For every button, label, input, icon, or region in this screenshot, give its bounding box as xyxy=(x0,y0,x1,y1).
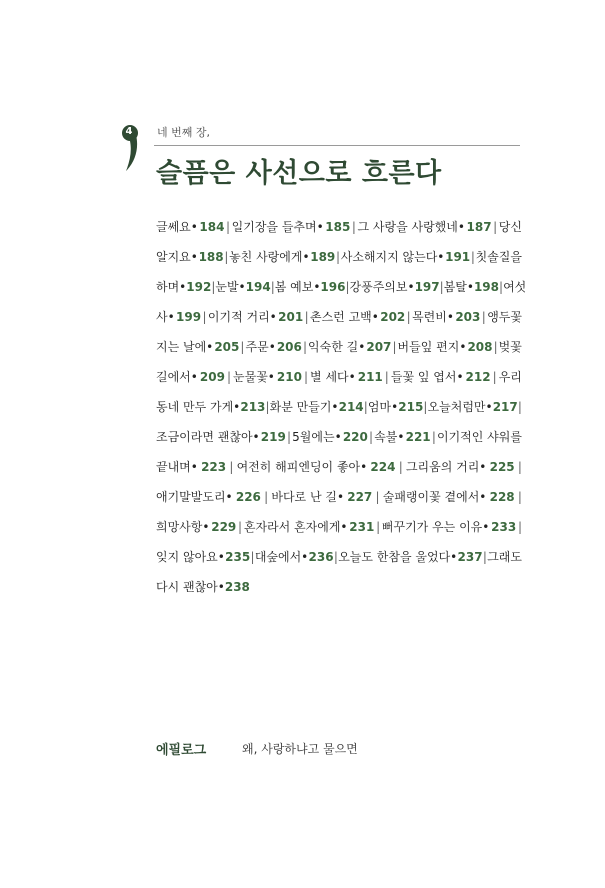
page-number: 203 xyxy=(455,310,481,324)
page-number: 225 xyxy=(489,460,515,474)
separator: | xyxy=(375,490,380,504)
toc-entry-text: 혼자라서 혼자에게• xyxy=(243,520,348,534)
page-number: 224 xyxy=(370,460,396,474)
toc-entry-text: 길에서• xyxy=(156,370,198,384)
separator: | xyxy=(265,400,270,414)
page-number: 215 xyxy=(398,400,424,414)
toc-entry-text: 봄탈• xyxy=(443,280,474,294)
page-number: 235 xyxy=(225,550,251,564)
separator: | xyxy=(406,310,411,324)
separator: | xyxy=(481,310,486,324)
chapter-label: 네 번째 장, xyxy=(157,126,210,139)
toc-line xyxy=(156,339,522,369)
separator: | xyxy=(211,280,216,294)
page-number: 211 xyxy=(357,370,383,384)
toc-entry-text: 동네 만두 가게• xyxy=(156,400,241,414)
separator: | xyxy=(517,520,522,534)
page-number: 231 xyxy=(349,520,375,534)
page-number: 189 xyxy=(310,250,336,264)
separator: | xyxy=(398,460,403,474)
page-number: 207 xyxy=(366,340,392,354)
page-number: 210 xyxy=(276,370,302,384)
separator: | xyxy=(250,550,255,564)
toc-entry-text: 희망사항• xyxy=(156,520,210,534)
toc-entry-text: 뻐꾸기가 우는 이유• xyxy=(381,520,490,534)
toc-entry-text: 벚꽃 xyxy=(498,340,522,354)
separator: | xyxy=(493,340,498,354)
toc-entry-text: 일기장을 들추며• xyxy=(231,220,324,234)
separator: | xyxy=(439,280,444,294)
separator: | xyxy=(363,400,368,414)
page-number: 221 xyxy=(405,430,431,444)
page-number: 185 xyxy=(325,220,351,234)
page-number: 198 xyxy=(473,280,500,294)
epilogue-label: 에필로그 xyxy=(156,743,207,758)
separator: | xyxy=(517,400,522,414)
toc-entry-text: 당신 xyxy=(498,220,522,234)
separator: | xyxy=(351,220,356,234)
page-number: 209 xyxy=(199,370,225,384)
page-number: 191 xyxy=(445,250,471,264)
page-number: 184 xyxy=(199,220,225,234)
toc-entry-text: 조금이라면 괜찮아• xyxy=(156,430,260,444)
page-number: 236 xyxy=(308,550,334,564)
page-number: 213 xyxy=(240,400,266,414)
page-number: 196 xyxy=(320,280,346,294)
toc-entry-text: 이기적 거리• xyxy=(207,310,277,324)
toc-line xyxy=(156,369,522,399)
toc-entry-text: 술패랭이꽃 곁에서• xyxy=(382,490,487,504)
page-number: 197 xyxy=(414,280,440,294)
separator: | xyxy=(384,370,389,384)
separator: | xyxy=(492,370,497,384)
toc-entry-text: 애기말발도리• xyxy=(156,490,233,504)
separator: | xyxy=(493,220,498,234)
toc-entry-text: 5월에는• xyxy=(292,430,342,444)
separator: | xyxy=(224,250,229,264)
page-number: 233 xyxy=(491,520,517,534)
toc-entry-text: 사• xyxy=(156,310,175,324)
separator: | xyxy=(286,430,292,444)
page-number: 226 xyxy=(235,490,261,504)
page-number: 202 xyxy=(380,310,406,324)
separator: | xyxy=(499,280,504,294)
toc-line xyxy=(156,399,522,429)
toc-entry-text: 여전히 해피엔딩이 좋아• xyxy=(236,460,368,474)
page-number: 208 xyxy=(467,340,493,354)
page-number: 201 xyxy=(278,310,304,324)
toc-line xyxy=(156,579,522,609)
page-number: 238 xyxy=(224,580,250,594)
toc-entry-text: 대숲에서• xyxy=(254,550,309,564)
toc-entry-text: 바다로 난 길• xyxy=(271,490,345,504)
separator: | xyxy=(303,370,309,384)
separator: | xyxy=(431,430,436,444)
page-number: 229 xyxy=(211,520,237,534)
toc-entry-text: 오늘도 한참을 울었다• xyxy=(338,550,458,564)
toc-entry-text: 익숙한 길• xyxy=(308,340,366,354)
separator: | xyxy=(376,520,381,534)
toc-line xyxy=(156,279,527,309)
separator: | xyxy=(470,250,475,264)
page-number: 194 xyxy=(245,280,271,294)
toc-entry-text: 오늘처럼만• xyxy=(427,400,493,414)
separator: | xyxy=(482,550,487,564)
page-number: 220 xyxy=(342,430,368,444)
chapter-title: 슬픔은 사선으로 흐른다 xyxy=(156,158,442,189)
separator: | xyxy=(302,340,307,354)
toc-entry-text: 글쎄요• xyxy=(156,220,198,234)
separator: | xyxy=(392,340,397,354)
toc-entry-text: 하며• xyxy=(156,280,187,294)
separator: | xyxy=(270,280,275,294)
toc-entry-text: 강풍주의보• xyxy=(349,280,415,294)
toc-line xyxy=(156,549,522,579)
page-number: 192 xyxy=(186,280,212,294)
page-number: 237 xyxy=(457,550,483,564)
toc-entry-text: 그래도 xyxy=(487,550,522,564)
toc-entry-text: 눈물꽃• xyxy=(233,370,275,384)
title-divider xyxy=(154,145,520,146)
separator: | xyxy=(369,430,374,444)
page-number: 187 xyxy=(466,220,492,234)
toc-entry-text: 칫솔질을 xyxy=(475,250,522,264)
toc-entry-text: 앵두꽃 xyxy=(487,310,522,324)
toc-line xyxy=(156,309,522,339)
page-number: 214 xyxy=(338,400,364,414)
separator: | xyxy=(345,280,350,294)
toc-entry-text: 그리움의 거리• xyxy=(405,460,487,474)
page-number: 223 xyxy=(201,460,227,474)
toc-entry-text: 목련비• xyxy=(412,310,454,324)
separator: | xyxy=(229,460,234,474)
separator: | xyxy=(517,490,522,504)
toc-entry-text: 다시 괜찮아• xyxy=(156,580,225,594)
page-number: 219 xyxy=(260,430,286,444)
toc-line xyxy=(156,219,522,249)
epilogue-title: 왜, 사랑하냐고 물으면 xyxy=(242,742,358,756)
toc-entry-text: 들꽃 잎 엽서• xyxy=(390,370,464,384)
separator: | xyxy=(202,310,207,324)
separator: | xyxy=(240,340,245,354)
toc-line xyxy=(156,459,522,489)
toc-entry-text: 놓친 사랑에게• xyxy=(229,250,310,264)
toc-entry-text: 우리 xyxy=(498,370,522,384)
toc-entry-text: 지는 날에• xyxy=(156,340,214,354)
separator: | xyxy=(517,460,522,474)
separator: | xyxy=(333,550,338,564)
toc-entry-text: 주문• xyxy=(245,340,276,354)
toc-entry-text: 화분 만들기• xyxy=(269,400,339,414)
separator: | xyxy=(226,370,231,384)
page-number: 217 xyxy=(492,400,518,414)
page-number: 228 xyxy=(489,490,515,504)
separator: | xyxy=(336,250,341,264)
separator: | xyxy=(304,310,309,324)
toc-entry-text: 이기적인 샤워를 xyxy=(437,430,522,444)
toc-line xyxy=(156,429,522,459)
page-number: 212 xyxy=(465,370,491,384)
separator: | xyxy=(226,220,231,234)
toc-entry-text: 별 세다• xyxy=(310,370,356,384)
separator: | xyxy=(264,490,269,504)
page-number: 227 xyxy=(347,490,373,504)
toc-entry-text: 사소해지지 않는다• xyxy=(340,250,445,264)
separator: | xyxy=(238,520,243,534)
toc-entry-text: 속불• xyxy=(374,430,405,444)
toc-line xyxy=(156,519,522,549)
toc-entry-text: 잊지 않아요• xyxy=(156,550,225,564)
toc-entry-text: 눈발• xyxy=(215,280,246,294)
separator: | xyxy=(423,400,428,414)
toc-line xyxy=(156,249,522,279)
page-number: 206 xyxy=(276,340,302,354)
toc-line xyxy=(156,489,522,519)
toc-entry-text: 버들잎 편지• xyxy=(397,340,467,354)
toc-entry-text: 봄 예보• xyxy=(274,280,321,294)
toc-entry-text: 촌스런 고백• xyxy=(310,310,379,324)
page-number: 188 xyxy=(198,250,224,264)
toc-entry-text: 여섯 xyxy=(503,280,527,294)
page-number: 205 xyxy=(214,340,240,354)
page-number: 199 xyxy=(176,310,202,324)
toc-entry-text: 끝내며• xyxy=(156,460,198,474)
toc-entry-text: 그 사랑을 사랑했네• xyxy=(357,220,465,234)
toc-entry-text: 엄마• xyxy=(367,400,399,414)
toc-entry-text: 알지요• xyxy=(156,250,198,264)
table-of-contents xyxy=(156,219,527,609)
chapter-number: 4 xyxy=(125,126,133,137)
